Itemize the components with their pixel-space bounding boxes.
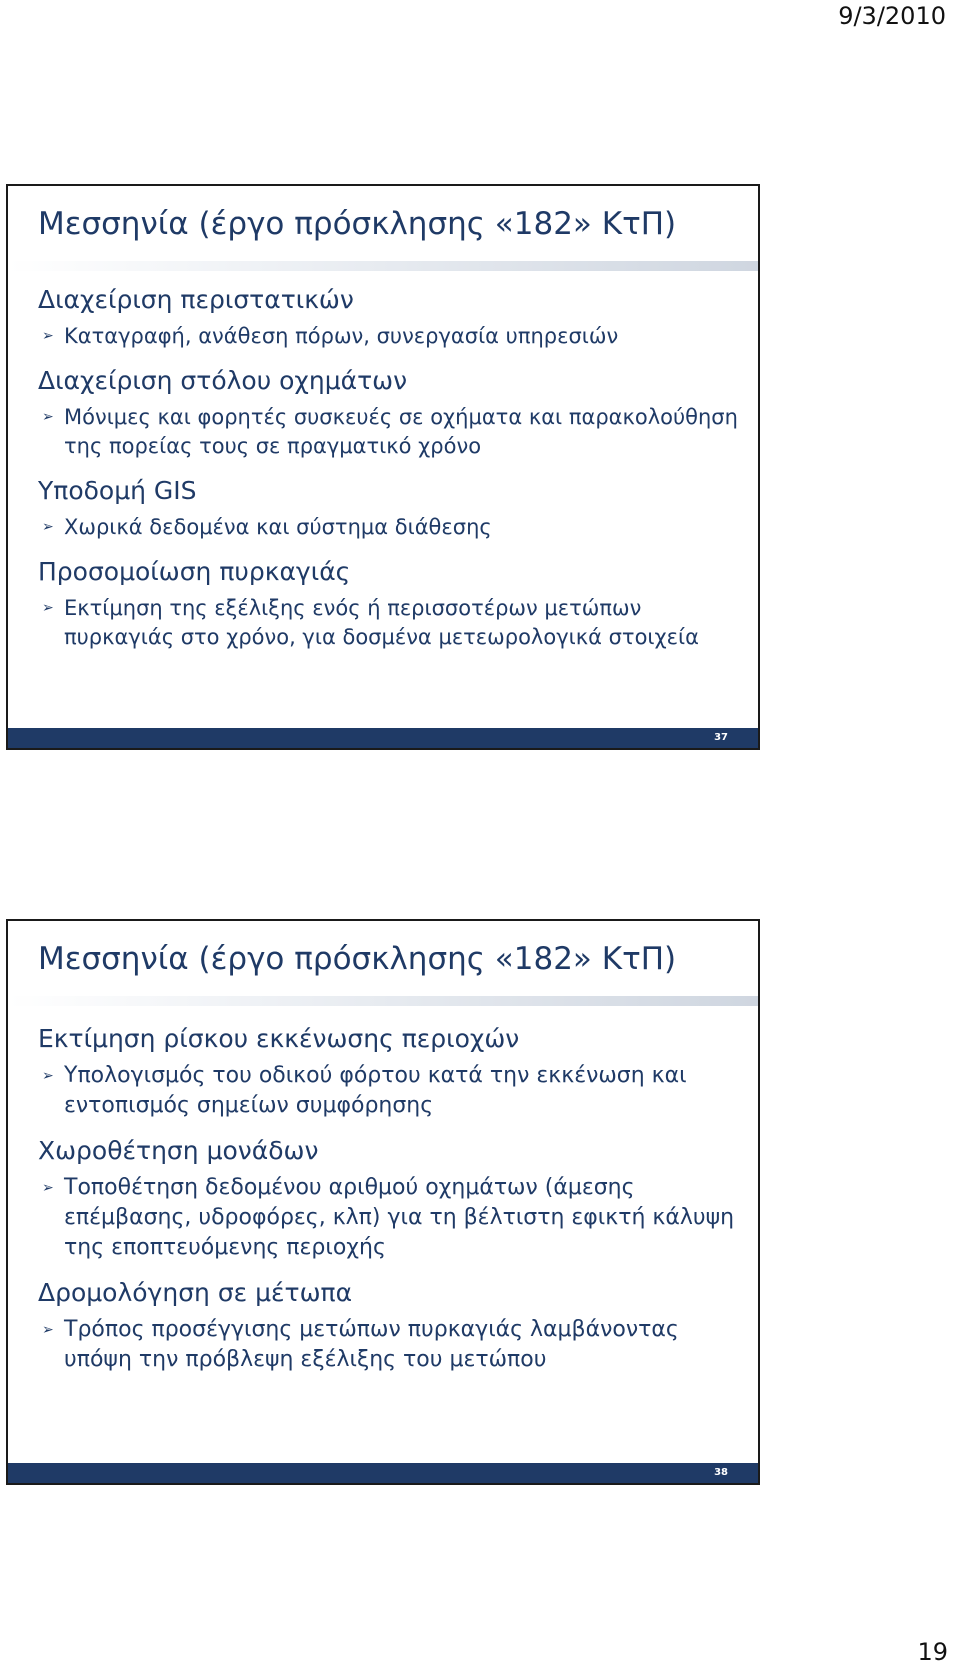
title-rule (8, 261, 758, 271)
bullet-item (38, 403, 753, 461)
slide-37 (6, 184, 760, 750)
section-heading: Διαχείριση περιστατικών (38, 285, 354, 314)
slide-38 (6, 919, 760, 1485)
bullet-text: Τρόπος προσέγγισης μετώπων πυρκαγιάς λαμβάνοντας υπόψη την πρόβλεψη εξέλιξης του μετώπου (64, 1317, 679, 1372)
bullet-item (38, 513, 753, 542)
slide-number: 37 (714, 732, 728, 743)
slide-title: Μεσσηνία (έργο πρόσκλησης «182» ΚτΠ) (38, 941, 677, 977)
bullet-item (38, 1173, 753, 1263)
section-heading: Προσομοίωση πυρκαγιάς (38, 557, 351, 586)
slide-footer-bar (8, 728, 758, 748)
section-heading: Χωροθέτηση μονάδων (38, 1136, 319, 1165)
bullet-item (38, 322, 753, 351)
section-heading: Διαχείριση στόλου οχημάτων (38, 366, 408, 395)
slide-title: Μεσσηνία (έργο πρόσκλησης «182» ΚτΠ) (38, 206, 677, 242)
section-heading: Υποδομή GIS (38, 476, 197, 505)
bullet-text: Μόνιμες και φορητές συσκευές σε οχήματα και παρακολούθηση της πορείας τους σε πραγματικό χρόνο (64, 405, 738, 458)
slide-number: 38 (714, 1467, 728, 1478)
arrowhead-bullet-icon: ➢ (42, 409, 54, 425)
arrowhead-bullet-icon: ➢ (42, 519, 54, 535)
section-heading: Δρομολόγηση σε μέτωπα (38, 1278, 353, 1307)
bullet-item (38, 1061, 753, 1121)
slide-content (38, 284, 753, 666)
slide-content (38, 1023, 753, 1389)
bullet-item (38, 1315, 753, 1375)
arrowhead-bullet-icon: ➢ (42, 1180, 54, 1196)
handout-date: 9/3/2010 (838, 2, 946, 30)
bullet-text: Υπολογισμός του οδικού φόρτου κατά την εκκένωση και εντοπισμός σημείων συμφόρησης (64, 1063, 687, 1118)
arrowhead-bullet-icon: ➢ (42, 600, 54, 616)
title-rule (8, 996, 758, 1006)
section-heading: Εκτίμηση ρίσκου εκκένωσης περιοχών (38, 1024, 520, 1053)
bullet-item (38, 594, 753, 652)
bullet-text: Καταγραφή, ανάθεση πόρων, συνεργασία υπηρεσιών (64, 324, 619, 348)
bullet-text: Χωρικά δεδομένα και σύστημα διάθεσης (64, 515, 492, 539)
arrowhead-bullet-icon: ➢ (42, 328, 54, 344)
bullet-text: Εκτίμηση της εξέλιξης ενός ή περισσοτέρων μετώπων πυρκαγιάς στο χρόνο, για δοσμένα μετεωρολογικά στοιχεία (64, 596, 699, 649)
bullet-text: Τοποθέτηση δεδομένου αριθμού οχημάτων (άμεσης επέμβασης, υδροφόρες, κλπ) για τη βέλτιστη εφικτή κάλυψη της εποπτευόμενης περιοχής (64, 1175, 735, 1260)
arrowhead-bullet-icon: ➢ (42, 1068, 54, 1084)
slide-footer-bar (8, 1463, 758, 1483)
handout-page-number: 19 (917, 1638, 948, 1666)
arrowhead-bullet-icon: ➢ (42, 1322, 54, 1338)
